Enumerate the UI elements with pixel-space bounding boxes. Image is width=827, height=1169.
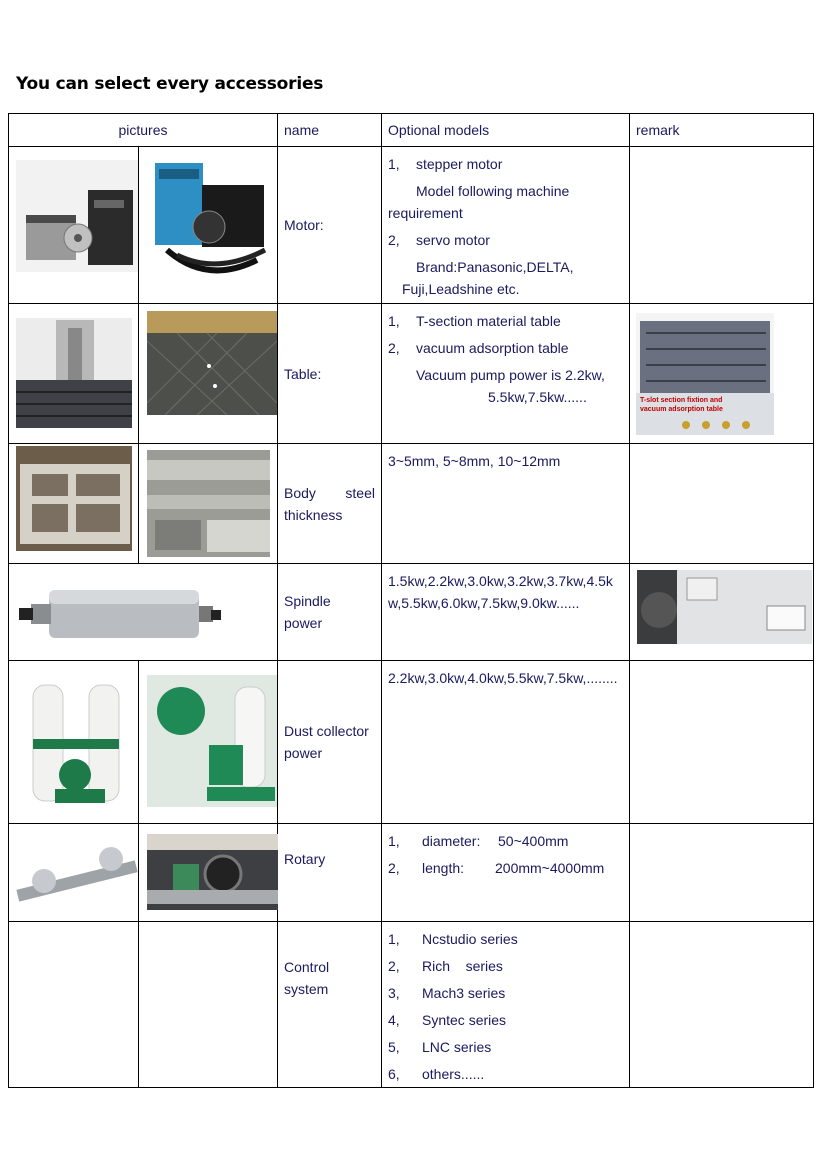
table-sub-b: 5.5kw,7.5kw...... [488, 389, 587, 405]
control-remark [630, 922, 814, 1088]
control-picture-1-cell [9, 922, 139, 1088]
list-item: 5, LNC series [388, 1039, 492, 1055]
remark-caption-2: vacuum adsorption table [640, 406, 723, 413]
list-item: 6, others...... [388, 1066, 485, 1082]
spindle-options: 1.5kw,2.2kw,3.0kw,3.2kw,3.7kw,4.5kw,5.5kw,6.0kw,7.5kw,9.0kw...... [382, 564, 630, 661]
header-remark: remark [630, 114, 814, 147]
list-item: 2, Rich series [388, 958, 503, 974]
table-row-motor [9, 147, 814, 304]
list-item: 2, vacuum adsorption table [388, 340, 569, 356]
table-row-dust [9, 661, 814, 824]
list-item: 3, Mach3 series [388, 985, 506, 1001]
motor-picture-1-cell [9, 147, 139, 304]
motor-picture-2-cell [139, 147, 278, 304]
list-item: 1, T-section material table [388, 313, 561, 329]
dust-picture-2-cell [139, 661, 278, 824]
list-item: 2, length: 200mm~4000mm [388, 860, 605, 876]
accessories-table [8, 113, 814, 1088]
table-row-table [9, 304, 814, 444]
motor-sub-2a: Brand:Panasonic,DELTA, [416, 259, 574, 275]
rotary-remark [630, 824, 814, 922]
table-remark [630, 304, 814, 444]
motor-name: Motor: [278, 147, 382, 304]
rotary-axis-image [16, 829, 138, 917]
vacuum-table-image [147, 311, 277, 415]
body-picture-2-cell [139, 444, 278, 564]
table-row-control [9, 922, 814, 1088]
spindle-closeup-image [637, 570, 812, 644]
spindle-remark [630, 564, 814, 661]
control-picture-2-cell [139, 922, 278, 1088]
double-bag-dust-collector-image [27, 679, 133, 809]
list-item: 4, Syntec series [388, 1012, 507, 1028]
header-pictures: pictures [9, 114, 278, 147]
t-slot-vacuum-table-image [636, 313, 774, 435]
rotary-name: Rotary [278, 824, 382, 922]
list-item: 1, stepper motor [388, 156, 503, 172]
dust-remark [630, 661, 814, 824]
dust-picture-1-cell [9, 661, 139, 824]
rotary-options [382, 824, 630, 922]
spindle-name: Spindle power [278, 564, 382, 661]
table-sub-a: Vacuum pump power is 2.2kw, [416, 367, 605, 383]
body-options: 3~5mm, 5~8mm, 10~12mm [382, 444, 630, 564]
steel-frames-stack-image [147, 450, 270, 557]
page-heading: You can select every accessories [16, 74, 324, 94]
table-row-spindle [9, 564, 814, 661]
body-remark [630, 444, 814, 564]
list-item: 1, diameter: 50~400mm [388, 833, 569, 849]
list-item: 2, servo motor [388, 232, 490, 248]
table-picture-1-cell [9, 304, 139, 444]
dust-options: 2.2kw,3.0kw,4.0kw,5.5kw,7.5kw,........ [382, 661, 630, 824]
body-picture-1-cell [9, 444, 139, 564]
motor-sub-1a: Model following machine [416, 183, 570, 199]
servo-motor-image [147, 155, 271, 279]
motor-sub-2b: Fuji,Leadshine etc. [402, 281, 520, 297]
control-name: Control system [278, 922, 382, 1088]
rotary-chuck-image [147, 834, 278, 910]
table-row-rotary [9, 824, 814, 922]
table-header-row [9, 114, 814, 147]
t-slot-machine-image [16, 318, 132, 428]
control-options [382, 922, 630, 1088]
list-item: 1, Ncstudio series [388, 931, 518, 947]
motor-options [382, 147, 630, 304]
spindle-image [17, 572, 223, 654]
dust-name: Dust collector power [278, 661, 382, 824]
stepper-motor-image [16, 160, 138, 272]
rotary-picture-1-cell [9, 824, 139, 922]
steel-frame-image [16, 446, 132, 551]
table-options [382, 304, 630, 444]
table-name: Table: [278, 304, 382, 444]
header-optional-models: Optional models [382, 114, 630, 147]
header-name: name [278, 114, 382, 147]
motor-sub-1b: requirement [388, 205, 463, 221]
table-picture-2-cell [139, 304, 278, 444]
single-bag-dust-collector-image [147, 675, 277, 807]
spindle-picture-cell [9, 564, 278, 661]
body-name: Body steel thickness [278, 444, 382, 564]
remark-caption-1: T-slot section fixtion and [640, 397, 723, 404]
motor-remark [630, 147, 814, 304]
table-row-body [9, 444, 814, 564]
rotary-picture-2-cell [139, 824, 278, 922]
